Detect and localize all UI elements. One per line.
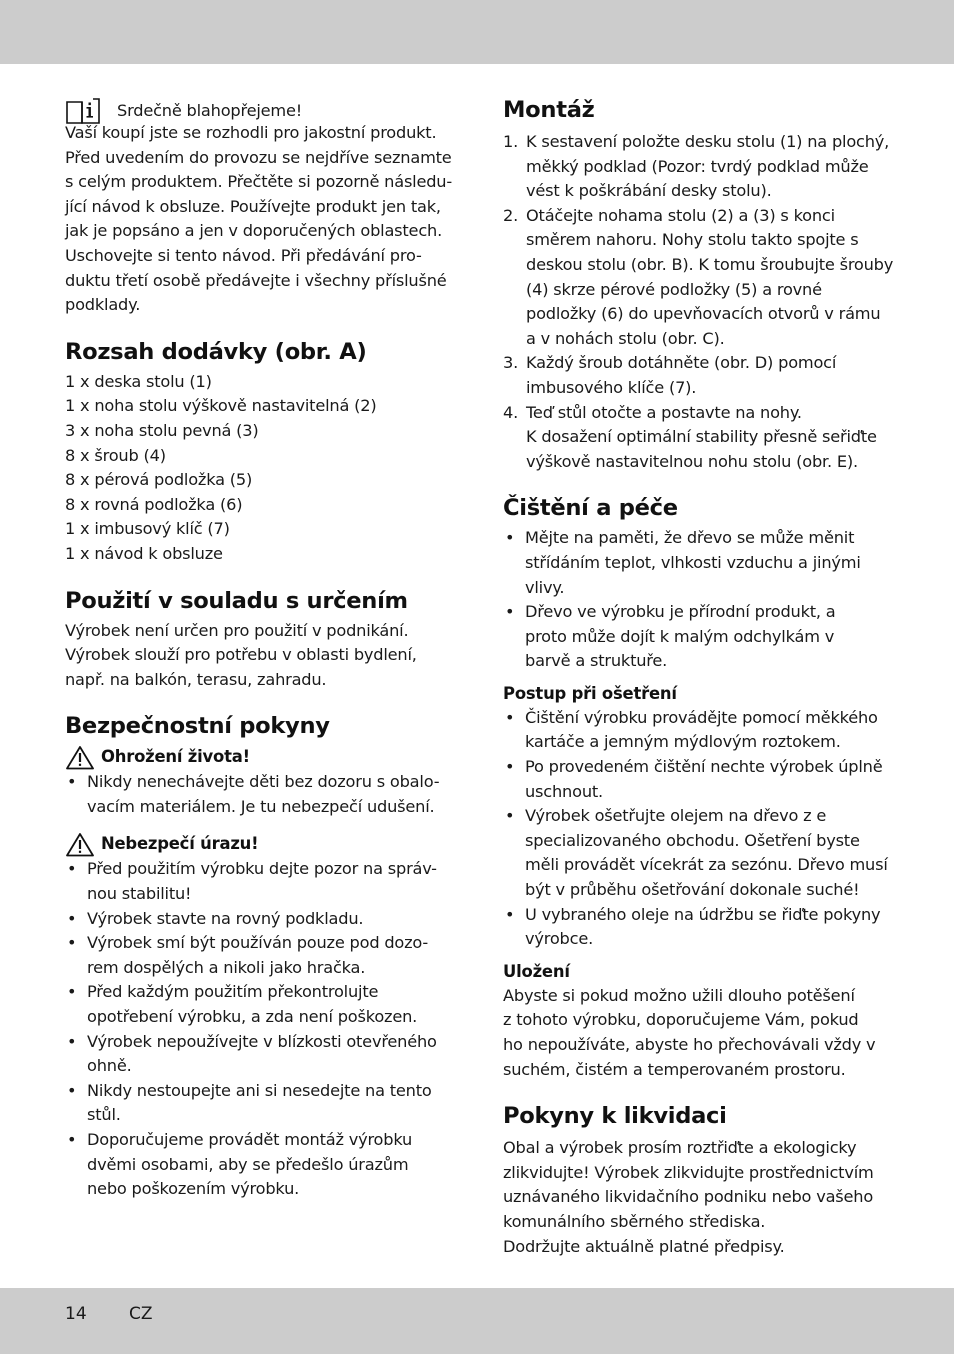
warning-triangle-icon [65,832,95,857]
storage-line: suchém, čistém a temperovaném prostoru. [503,1059,846,1079]
intended-use-line: Výrobek není určen pro použití v podnikání. [65,620,409,640]
step-line: Otáčejte nohama stolu (2) a (3) s konci [526,205,835,225]
list-item [503,526,898,600]
intro-line: Uschovejte si tento návod. Při předávání pro- [65,245,422,265]
list-item-line: • Před použitím výrobku dejte pozor na správ- [87,859,437,879]
step-line: Každý šroub dotáhněte (obr. D) pomocí [526,353,837,373]
list-item-line: • U vybraného oleje na údržbu se řiďte pokyny [525,904,881,924]
left-column [65,96,455,1202]
list-item [65,931,455,980]
list-item-line: nebo poškozením výrobku. [87,1179,300,1199]
disposal-line: uznávaného likvidačního podniku nebo vašeho [503,1187,874,1207]
danger-injury-row [65,831,455,857]
intro-line: s celým produktem. Přečtěte si pozorně následu- [65,172,453,192]
list-item-line: • Výrobek ošetřujte olejem na dřevo z e [525,806,827,826]
list-item-line: být v průběhu ošetřování dokonale suché! [525,880,860,900]
delivery-item: 1 x noha stolu výškově nastavitelná (2) [65,396,377,416]
care-heading: Čištění a péče [503,495,678,522]
list-item-line: ohně. [87,1056,132,1076]
step-line: vést k poškrábání desky stolu). [526,181,772,201]
step-line: K dosažení optimální stability přesně seřiďte [526,427,877,447]
step-number: 4. [503,402,519,422]
step-line: výškově nastavitelnou nohu stolu (obr. E). [526,451,858,471]
assembly-heading: Montáž [503,97,595,123]
intro-line: jící návod k obsluze. Používejte produkt jen tak, [65,196,441,216]
page-number: 14 [65,1304,87,1324]
list-item [65,907,455,932]
list-item [503,706,898,755]
danger-life-label: Ohrožení života! [101,747,250,767]
step-line: deskou stolu (obr. B). K tomu šroubujte šrouby [526,254,894,274]
header-bar [0,0,954,64]
list-item-line: • Před každým použitím překontrolujte [87,982,379,1002]
danger-injury-list [65,857,455,1201]
disposal-heading: Pokyny k likvidaci [503,1103,727,1130]
intended-use-text [65,619,455,693]
step-line: Teď stůl otočte a postavte na nohy. [526,402,802,422]
assembly-step [503,204,898,352]
list-item-line: • Po provedeném čištění nechte výrobek úplně [525,757,883,777]
list-item [503,903,898,952]
storage-heading: Uložení [503,961,570,981]
assembly-step [503,130,898,204]
step-line: podložky (6) do upevňovacích otvorů v rámu [526,304,881,324]
intro-line: podklady. [65,295,141,315]
intended-use-line: např. na balkón, terasu, zahradu. [65,669,327,689]
step-line: a v nohách stolu (obr. C). [526,328,725,348]
danger-life-row [65,744,455,770]
list-item-line: • Mějte na paměti, že dřevo se může měnit [525,528,855,548]
delivery-item: 3 x noha stolu pevná (3) [65,420,259,440]
assembly-step [503,401,898,475]
intro-line: duktu třetí osobě předávejte i všechny příslušné [65,270,447,290]
storage-line: Abyste si pokud možno užili dlouho potěšení [503,985,855,1005]
assembly-steps [503,130,898,474]
step-line: (4) skrze pérové podložky (5) a rovné [526,279,822,299]
list-item-line: střídáním teplot, vlhkosti vzduchu a jinými [525,552,861,572]
assembly-step [503,351,898,400]
list-item-line: rem dospělých a nikoli jako hračka. [87,957,366,977]
step-line: směrem nahoru. Nohy stolu takto spojte s [526,230,859,250]
intro-line: Před uvedením do provozu se nejdříve seznamte [65,147,452,167]
list-item-line: dvěmi osobami, aby se předešlo úrazům [87,1154,409,1174]
list-item-line: vlivy. [525,577,565,597]
disposal-line: zlikvidujte! Výrobek zlikvidujte prostřednictvím [503,1162,874,1182]
step-number: 1. [503,132,519,151]
step-line: měkký podklad (Pozor: tvrdý podklad může [526,156,869,176]
list-item [65,1030,455,1079]
step-line: K sestavení položte desku stolu (1) na plochý, [526,132,890,151]
disposal-line: komunálního sběrného střediska. [503,1211,766,1231]
disposal-line: Dodržujte aktuálně platné předpisy. [503,1236,785,1256]
list-item [503,755,898,804]
right-column [503,96,898,1259]
step-number: 2. [503,205,519,225]
list-item-line: • Výrobek smí být používán pouze pod dozo- [87,933,429,953]
list-item-line: stůl. [87,1105,121,1125]
intro-greeting: Srdečně blahopřejeme! [117,101,303,121]
list-item-line: • Výrobek stavte na rovný podkladu. [87,908,364,928]
list-item-line: • Nikdy nestoupejte ani si nesedejte na tento [87,1080,432,1100]
list-item-line: • Dřevo ve výrobku je přírodní produkt, a [525,602,836,622]
delivery-item: 8 x rovná podložka (6) [65,494,243,514]
delivery-list [65,370,455,567]
step-number: 3. [503,353,519,373]
list-item-line: vacím materiálem. Je tu nebezpečí udušení. [87,796,435,816]
storage-line: z tohoto výrobku, doporučujeme Vám, pokud [503,1010,859,1030]
care-list [503,526,898,674]
delivery-item: 8 x pérová podložka (5) [65,470,253,490]
disposal-text [503,1136,898,1259]
intro-line: Vaší koupí jste se rozhodli pro jakostní produkt. [65,123,437,142]
danger-injury-label: Nebezpečí úrazu! [101,834,259,854]
step-line: imbusového klíče (7). [526,377,697,397]
list-item-line: • Doporučujeme provádět montáž výrobku [87,1130,413,1149]
list-item-line: proto může dojít k malým odchylkám v [525,626,835,646]
delivery-item: 8 x šroub (4) [65,445,166,465]
intended-use-heading: Použití v souladu s určením [65,587,408,614]
list-item-line: kartáče a jemným mýdlovým roztokem. [525,732,841,752]
list-item [65,770,455,819]
list-item-line: měli provádět vícekrát za sezónu. Dřevo musí [525,855,888,875]
list-item [65,1128,455,1202]
disposal-line: Obal a výrobek prosím roztřiďte a ekologicky [503,1138,857,1158]
list-item-line: • Výrobek nepoužívejte v blízkosti otevřeného [87,1031,437,1051]
delivery-item: 1 x imbusový klíč (7) [65,519,230,539]
list-item-line: specializovaného obchodu. Ošetření byste [525,830,860,850]
delivery-item: 1 x návod k obsluze [65,543,223,563]
list-item [503,600,898,674]
safety-heading: Bezpečnostní pokyny [65,713,330,740]
list-item [503,804,898,902]
list-item-line: nou stabilitu! [87,884,192,904]
intended-use-line: Výrobek slouží pro potřebu v oblasti bydlení, [65,645,417,665]
warning-triangle-icon [65,745,95,770]
procedure-list [503,706,898,952]
list-item-line: • Čištění výrobku provádějte pomocí měkkého [525,707,878,727]
storage-line: ho nepoužíváte, abyste ho přechovávali vždy v [503,1035,876,1054]
list-item-line: barvě a struktuře. [525,651,668,671]
list-item-line: • Nikdy nenechávejte děti bez dozoru s obalo- [87,772,440,792]
delivery-item: 1 x deska stolu (1) [65,371,212,391]
list-item [65,857,455,906]
list-item-line: výrobce. [525,929,594,949]
delivery-heading: Rozsah dodávky (obr. A) [65,338,367,365]
storage-text [503,984,898,1082]
list-item-line: uschnout. [525,781,603,801]
procedure-heading: Postup při ošetření [503,683,677,703]
list-item [65,980,455,1029]
list-item-line: opotřebení výrobku, a zda není poškozen. [87,1007,418,1027]
danger-life-list [65,770,455,819]
language-code: CZ [129,1304,153,1324]
intro-line: jak je popsáno a jen v doporučených oblastech. [65,221,443,241]
list-item [65,1079,455,1128]
intro-greeting-row [65,96,455,124]
intro-text [65,121,455,318]
